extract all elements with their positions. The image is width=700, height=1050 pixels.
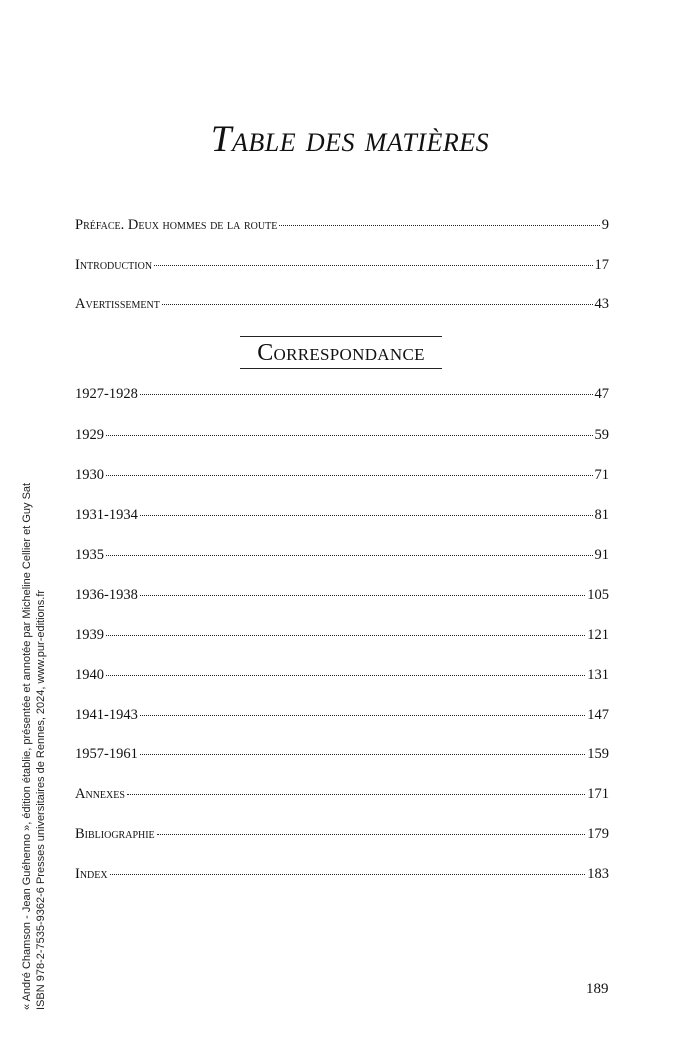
toc-entry-1930[interactable]	[75, 467, 609, 489]
toc-entry-1941-1943[interactable]	[75, 707, 609, 729]
dot-leader	[140, 594, 585, 596]
toc-entry-label: 1929	[75, 427, 104, 443]
dot-leader	[106, 474, 593, 476]
toc-entry-1931-1934[interactable]	[75, 507, 609, 529]
dot-leader	[106, 554, 593, 556]
toc-entry-page: 17	[594, 257, 609, 273]
toc-entry-label: 1941-1943	[75, 707, 138, 723]
toc-entry-page: 159	[587, 746, 609, 762]
dot-leader	[162, 303, 593, 305]
toc-entry-bibliographie[interactable]	[75, 826, 609, 848]
dot-leader	[140, 753, 585, 755]
toc-entry-1940[interactable]	[75, 667, 609, 689]
toc-entry-preface[interactable]	[75, 217, 609, 239]
toc-entry-label: 1939	[75, 627, 104, 643]
side-notice-line-2: ISBN 978-2-7535-9362-6 Presses universitaires de Rennes, 2024, www.pur-editions.fr	[35, 589, 47, 1010]
toc-entry-label: Introduction	[75, 257, 153, 273]
toc-entry-page: 121	[587, 627, 609, 643]
toc-entry-label: 1940	[75, 667, 104, 683]
page-number: 189	[586, 981, 609, 997]
toc-entry-page: 105	[587, 587, 609, 603]
toc-entry-label: 1935	[75, 547, 104, 563]
toc-entry-page: 9	[601, 217, 609, 233]
toc-entry-page: 81	[594, 507, 609, 523]
toc-entry-label: Index	[75, 866, 108, 882]
toc-entry-label: Préface. Deux hommes de la route	[75, 217, 278, 233]
toc-entry-page: 171	[587, 786, 609, 802]
dot-leader	[140, 514, 593, 516]
toc-entry-label: Annexes	[75, 786, 125, 802]
dot-leader	[279, 224, 599, 226]
toc-entry-label: 1927-1928	[75, 386, 138, 402]
toc-entry-1936-1938[interactable]	[75, 587, 609, 609]
dot-leader	[106, 434, 593, 436]
toc-entry-label: 1936-1938	[75, 587, 138, 603]
side-copyright-notice	[20, 483, 48, 1010]
toc-entry-1939[interactable]	[75, 627, 609, 649]
toc-entry-1957-1961[interactable]	[75, 746, 609, 768]
toc-entry-page: 47	[594, 386, 609, 402]
toc-entry-page: 91	[594, 547, 609, 563]
toc-entry-page: 43	[594, 296, 609, 312]
dot-leader	[140, 393, 593, 395]
toc-entry-1935[interactable]	[75, 547, 609, 569]
toc-entry-page: 147	[587, 707, 609, 723]
toc-entry-annexes[interactable]	[75, 786, 609, 808]
toc-entry-label: Avertissement	[75, 296, 160, 312]
toc-entry-page: 179	[587, 826, 609, 842]
side-notice-line-1: « André Chamson - Jean Guéhenno », édition établie, présentée et annotée par Micheline Cellier et Guy Sat	[21, 482, 33, 1010]
toc-entry-page: 71	[594, 467, 609, 483]
toc-entry-avertissement[interactable]	[75, 296, 609, 318]
toc-entry-label: 1957-1961	[75, 746, 138, 762]
toc-entry-label: 1930	[75, 467, 104, 483]
toc-entry-page: 131	[587, 667, 609, 683]
dot-leader	[110, 873, 586, 875]
toc-entry-label: 1931-1934	[75, 507, 138, 523]
page-title: Table des matières	[210, 119, 490, 160]
toc-entry-index[interactable]	[75, 866, 609, 888]
toc-entry-page: 183	[587, 866, 609, 882]
toc-entry-1929[interactable]	[75, 427, 609, 449]
toc-entry-label: Bibliographie	[75, 826, 155, 842]
dot-leader	[127, 793, 585, 795]
toc-entry-page: 59	[594, 427, 609, 443]
toc-entry-introduction[interactable]	[75, 257, 609, 279]
dot-leader	[157, 833, 586, 835]
dot-leader	[106, 634, 585, 636]
toc-entry-1927-1928[interactable]	[75, 386, 609, 408]
dot-leader	[154, 264, 592, 266]
dot-leader	[106, 674, 585, 676]
dot-leader	[140, 714, 585, 716]
section-heading-correspondance: Correspondance	[240, 336, 442, 369]
